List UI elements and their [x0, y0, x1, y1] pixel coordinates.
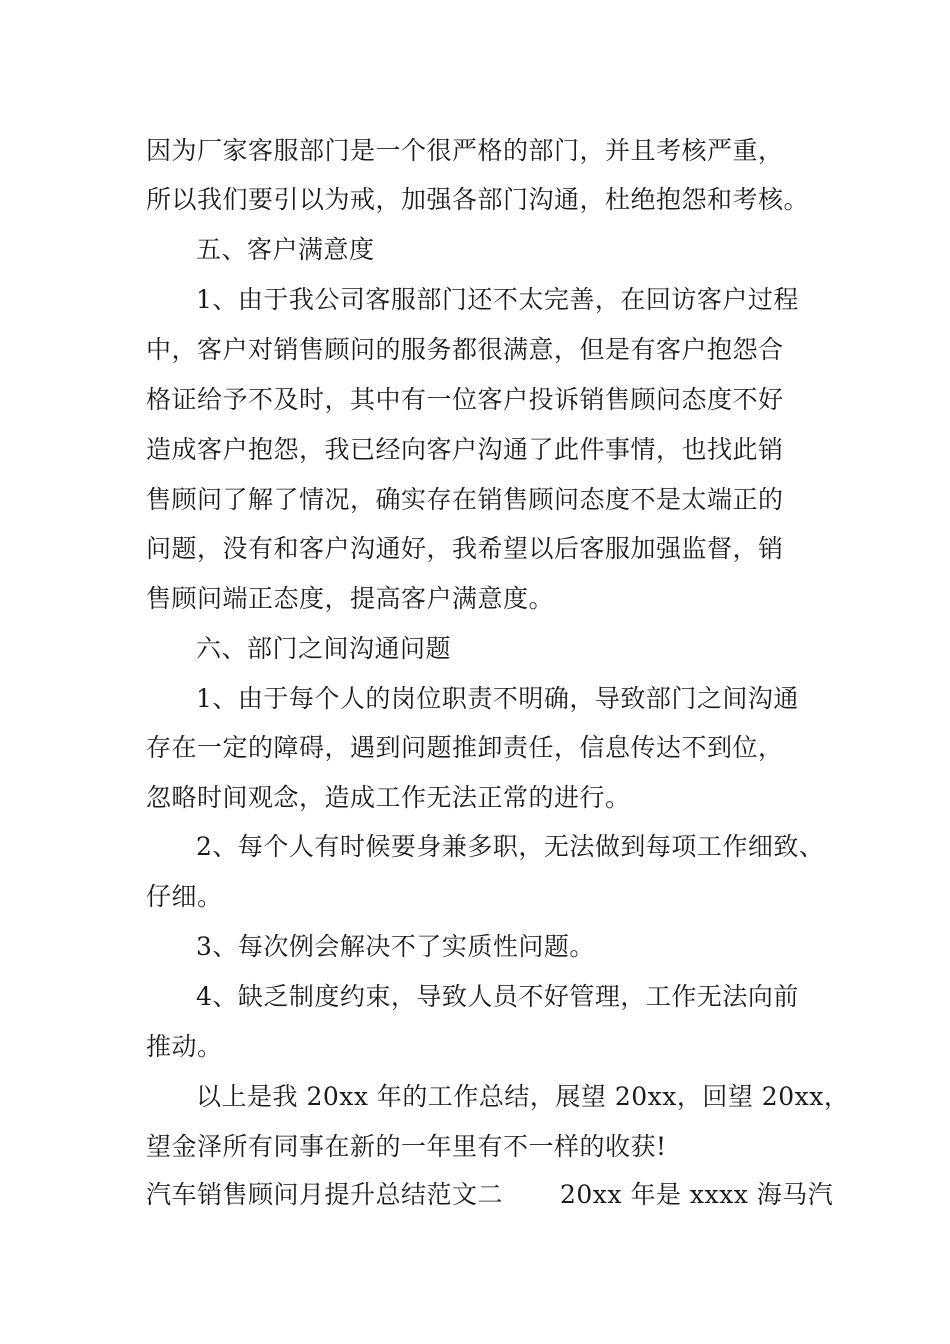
paragraph-line: 望金泽所有同事在新的一年里有不一样的收获!	[146, 1132, 667, 1161]
paragraph-line: 2、每个人有时候要身兼多职，无法做到每项工作细致、	[196, 832, 825, 861]
section-heading: 五、客户满意度	[196, 235, 375, 264]
paragraph-line: 4、缺乏制度约束，导致人员不好管理，工作无法向前	[196, 982, 799, 1011]
paragraph-line: 推动。	[146, 1032, 223, 1061]
paragraph-line: 以上是我 20xx 年的工作总结，展望 20xx，回望 20xx，	[196, 1082, 850, 1111]
paragraph-line: 因为厂家客服部门是一个很严格的部门，并且考核严重，	[146, 136, 784, 165]
next-article-title: 汽车销售顾问月提升总结范文二	[146, 1180, 504, 1209]
paragraph-line: 1、由于我公司客服部门还不太完善，在回访客户过程	[196, 285, 799, 314]
paragraph-line: 忽略时间观念，造成工作无法正常的进行。	[146, 783, 631, 812]
paragraph-line: 问题，没有和客户沟通好，我希望以后客服加强监督，销	[146, 534, 784, 563]
paragraph-line: 3、每次例会解决不了实质性问题。	[196, 932, 595, 961]
paragraph-line: 售顾问了解了情况，确实存在销售顾问态度不是太端正的	[146, 485, 784, 514]
next-article-continuation: 20xx 年是 xxxx 海马汽	[560, 1180, 834, 1209]
paragraph-line: 存在一定的障碍，遇到问题推卸责任，信息传达不到位，	[146, 733, 784, 762]
paragraph-line: 中，客户对销售顾问的服务都很满意，但是有客户抱怨合	[146, 335, 784, 364]
section-heading: 六、部门之间沟通问题	[196, 634, 452, 663]
paragraph-line: 所以我们要引以为戒，加强各部门沟通，杜绝抱怨和考核。	[146, 185, 810, 214]
paragraph-line: 1、由于每个人的岗位职责不明确，导致部门之间沟通	[196, 684, 799, 713]
paragraph-line: 仔细。	[146, 882, 223, 911]
paragraph-line: 售顾问端正态度，提高客户满意度。	[146, 584, 555, 613]
paragraph-line: 格证给予不及时，其中有一位客户投诉销售顾问态度不好	[146, 385, 784, 414]
paragraph-line: 造成客户抱怨，我已经向客户沟通了此件事情，也找此销	[146, 435, 784, 464]
